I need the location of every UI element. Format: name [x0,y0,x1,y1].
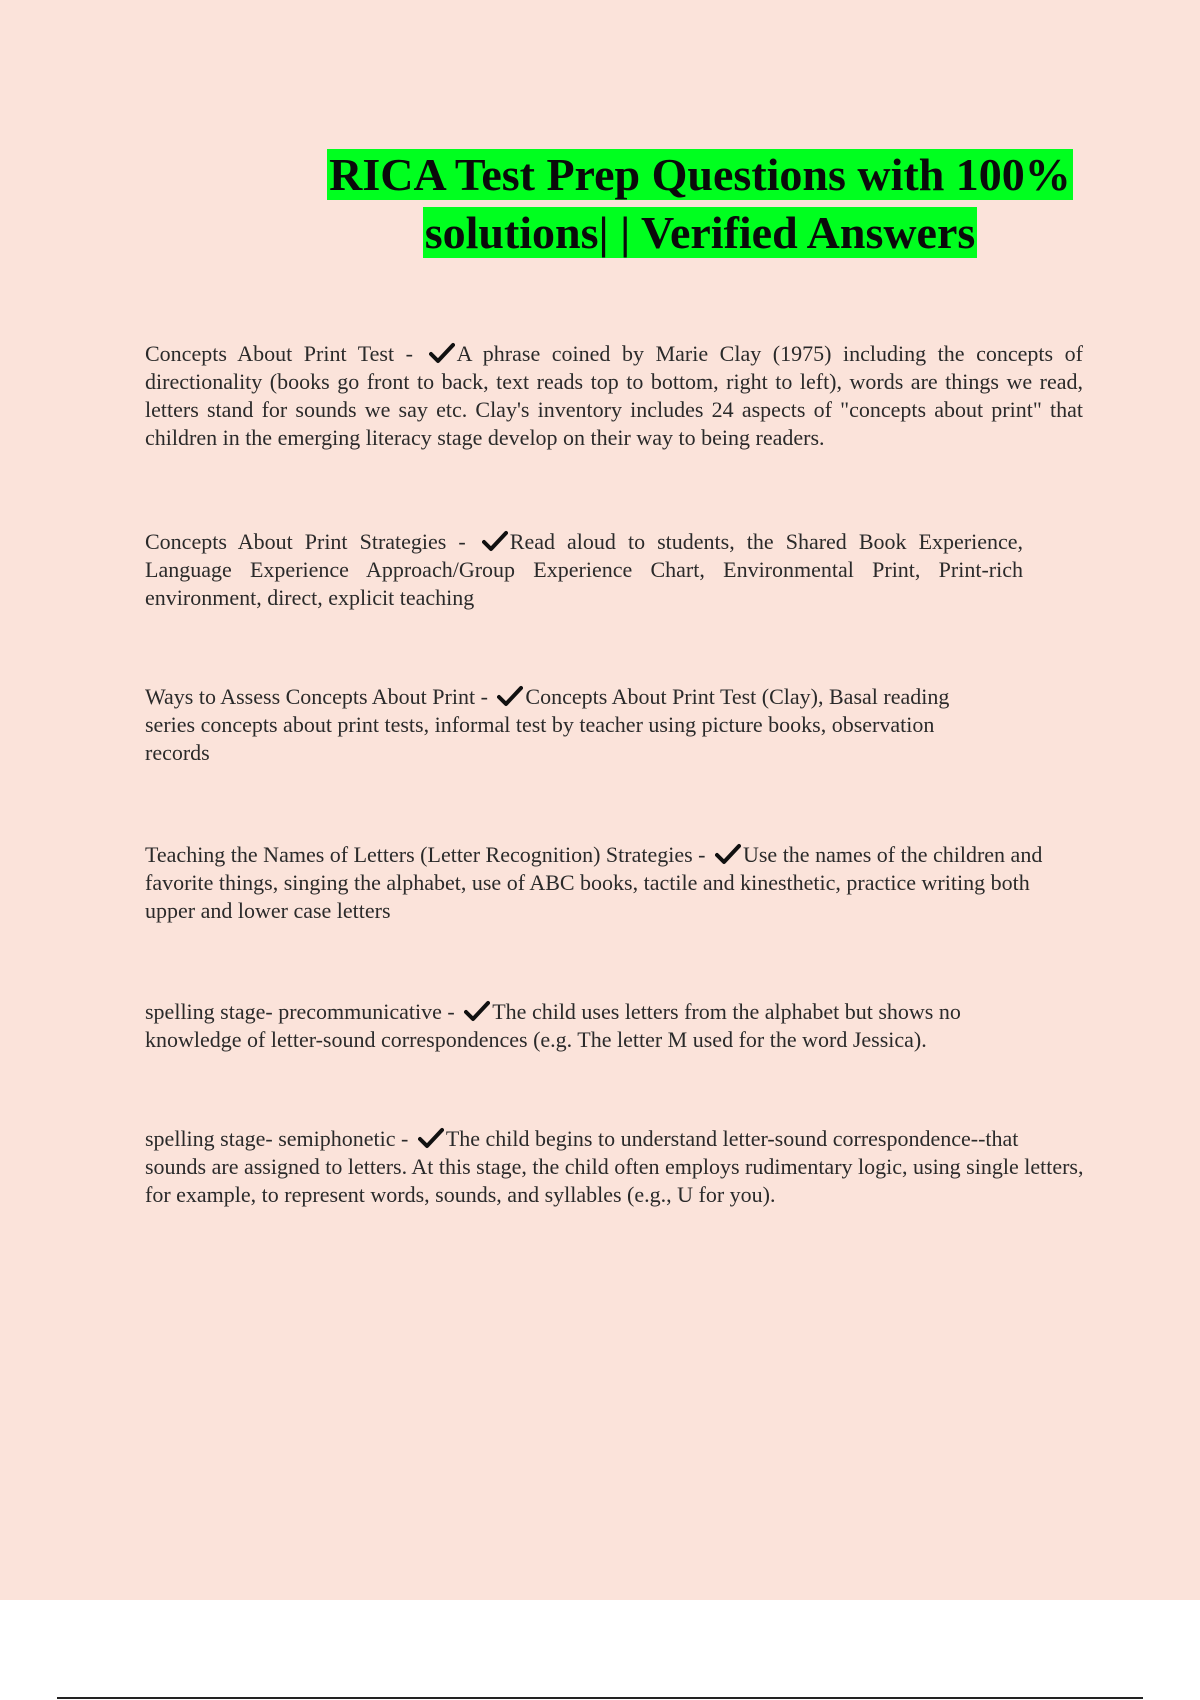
entry-definition: The child uses letters from the alphabet but shows no knowledge of letter-sound correspondences (e.g. The letter M used for the word Jessica). [145,999,961,1052]
qa-entry [145,528,1023,612]
check-mark-icon [482,530,508,552]
entry-definition: Concepts About Print Test (Clay), Basal reading series concepts about print tests, informal test by teacher using picture books, observation records [145,684,950,765]
check-mark-icon [715,843,741,865]
title-line-2: solutions| | Verified Answers [424,207,976,258]
check-mark-icon [464,1000,490,1022]
entry-definition: The child begins to understand letter-sound correspondence--that sounds are assigned to letters. At this stage, the child often employs rudimentary logic, using single letters, for example, to represent words, sounds, and syllables (e.g., U for you). [145,1126,1084,1207]
qa-entry [145,841,1055,925]
entry-term: spelling stage- precommunicative - [145,999,461,1024]
page-title [200,146,1200,262]
qa-entry [145,683,995,767]
check-mark-icon [497,685,523,707]
entry-term: Concepts About Print Strategies - [145,529,478,554]
entry-term: Ways to Assess Concepts About Print - [145,684,494,709]
check-mark-icon [418,1127,444,1149]
entry-term: spelling stage- semiphonetic - [145,1126,414,1151]
entry-definition: Read aloud to students, the Shared Book Experience, Language Experience Approach/Group Experience Chart, Environmental Print, Print-rich environment, direct, explicit teaching [145,529,1024,610]
qa-entry [145,340,1083,452]
qa-entry [145,1125,1085,1209]
entry-definition: Use the names of the children and favorite things, singing the alphabet, use of ABC books, tactile and kinesthetic, practice writing both upper and lower case letters [145,842,1043,923]
entry-definition: A phrase coined by Marie Clay (1975) including the concepts of directionality (books go front to back, text reads top to bottom, right to left), words are things we read, letters stand for sounds we say etc. Clay's inventory includes 24 aspects of "concepts about print" that children in the emerging literacy stage develop on their way to being readers. [145,341,1083,450]
title-line-1: RICA Test Prep Questions with 100% [329,149,1071,200]
check-mark-icon [429,342,455,364]
bottom-divider [57,1697,1143,1699]
entry-term: Concepts About Print Test - [145,341,425,366]
entry-term: Teaching the Names of Letters (Letter Recognition) Strategies - [145,842,711,867]
qa-entry [145,998,1055,1054]
